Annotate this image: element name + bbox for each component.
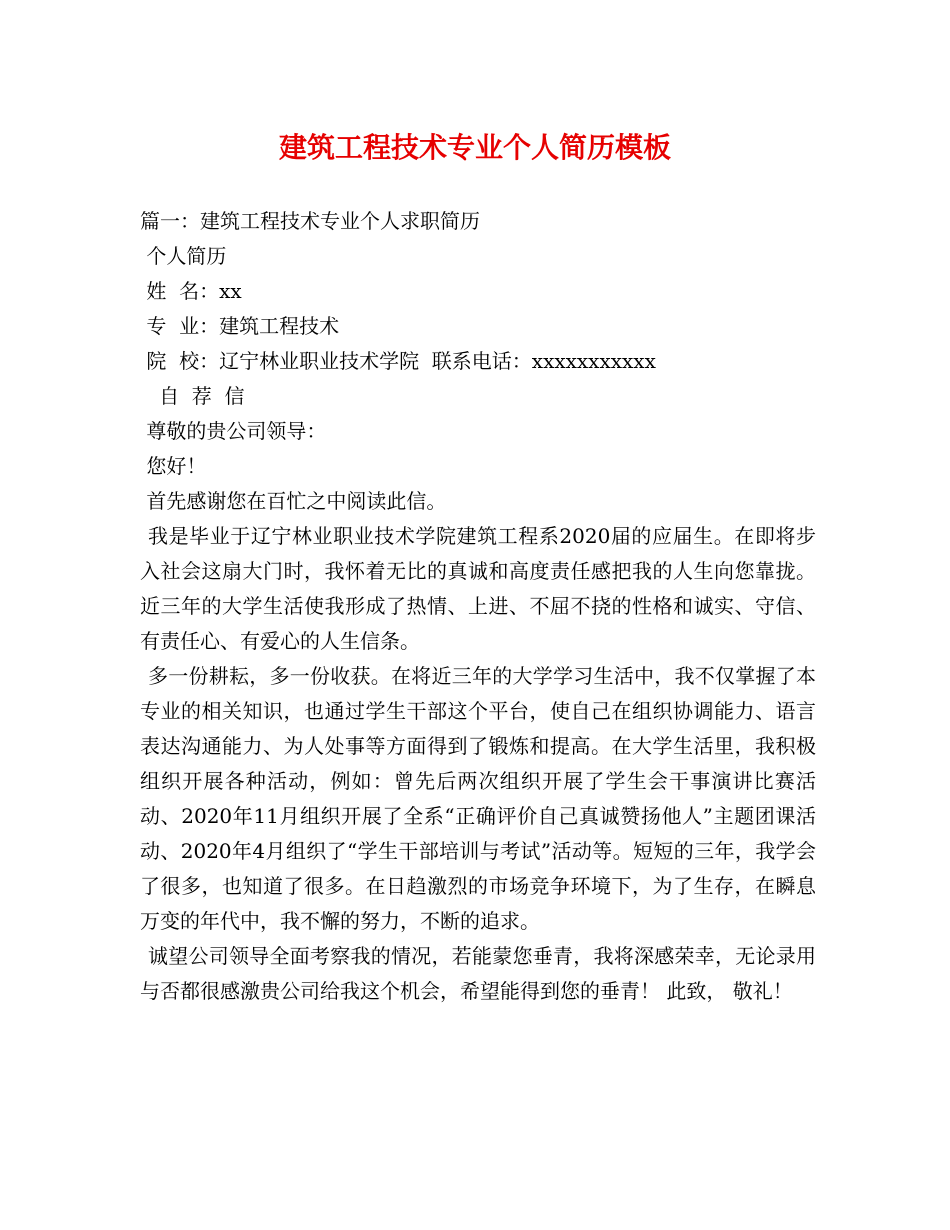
document-body [140,204,816,1009]
document-title: 建筑工程技术专业个人简历模板 [278,131,671,164]
section-heading: 篇一：建筑工程技术专业个人求职简历 [140,209,480,233]
body-paragraph: 多一份耕耘，多一份收获。在将近三年的大学学习生活中，我不仅掌握了本专业的相关知识，也通过学生干部这个平台，使自己在组织协调能力、语言表达沟通能力、为人处事等方面得到了锻炼和提高。在大学生活里，我积极组织开展各种活动，例如：曾先后两次组织开展了学生会干事演讲比赛活动、2020年11月组织开展了全系“正确评价自己真诚赞扬他人”主题团课活动、2020年4月组织了“学生干部培训与考试”活动等。短短的三年，我学会了很多，也知道了很多。在日趋激烈的市场竞争环境下，为了生存，在瞬息万变的年代中，我不懈的努力，不断的追求。 [140,664,816,933]
closing-paragraph: 诚望公司领导全面考察我的情况，若能蒙您垂青，我将深感荣幸，无论录用与否都很感激贵公司给我这个机会，希望能得到您的垂青！ 此致， 敬礼！ [140,944,816,1003]
name-field: 姓 名：xx [140,279,242,303]
major-field: 专 业：建筑工程技术 [140,314,340,338]
greeting: 您好！ [140,454,207,478]
opening-line: 首先感谢您在百忙之中阅读此信。 [140,489,447,513]
resume-heading: 个人简历 [140,244,227,268]
salutation: 尊敬的贵公司领导： [140,419,327,443]
cover-letter-heading: 自 荐 信 [140,384,245,408]
body-paragraph: 我是毕业于辽宁林业职业技术学院建筑工程系2020届的应届生。在即将步入社会这扇大门时，我怀着无比的真诚和高度责任感把我的人生向您靠拢。近三年的大学生活使我形成了热情、上进、不屈不挠的性格和诚实、守信、有责任心、有爱心的人生信条。 [140,524,816,653]
school-contact-field: 院 校：辽宁林业职业技术学院 联系电话：xxxxxxxxxxx [140,349,656,373]
